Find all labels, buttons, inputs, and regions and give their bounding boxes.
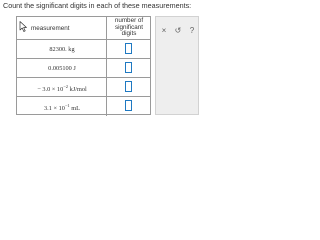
answer-input[interactable] <box>125 62 132 73</box>
measurement-value: 0.005100 J <box>48 65 76 72</box>
answer-input[interactable] <box>125 81 132 92</box>
measurement-table <box>16 16 151 115</box>
measurement-value: 82300. kg <box>49 46 75 53</box>
table-header <box>17 17 150 40</box>
undo-icon[interactable]: ↺ <box>174 26 182 35</box>
header-sig-line2: significant <box>114 23 143 31</box>
table-row <box>17 40 150 59</box>
table-row <box>17 97 150 116</box>
table-row <box>17 78 150 97</box>
question-text: Count the significant digits in each of these measurements: <box>3 1 192 10</box>
header-measurement: measurement <box>31 25 70 32</box>
exponent: −2 <box>63 84 69 89</box>
answer-input[interactable] <box>125 100 132 111</box>
header-significant-digits <box>108 18 150 38</box>
exponent: −1 <box>64 103 70 108</box>
measurement-cell <box>17 78 107 96</box>
measurement-value: $3.1 \times 10^{-1}$ mL <box>44 103 80 112</box>
measurement-cell <box>17 59 107 77</box>
tools-panel <box>155 16 199 115</box>
table-row <box>17 59 150 78</box>
header-measurement-cell <box>17 17 107 39</box>
measurement-value: − $3.0 \times 10^{-2}$ kJ/mol <box>37 84 87 93</box>
measurement-cell <box>17 40 107 58</box>
header-sig-line3: digits <box>121 30 137 38</box>
cursor-pointer-icon <box>19 21 28 32</box>
measurement-cell <box>17 97 107 116</box>
answer-input[interactable] <box>125 43 132 54</box>
header-sig-line1: number of <box>114 17 144 24</box>
close-icon[interactable]: × <box>161 26 167 35</box>
help-icon[interactable]: ? <box>189 26 195 35</box>
